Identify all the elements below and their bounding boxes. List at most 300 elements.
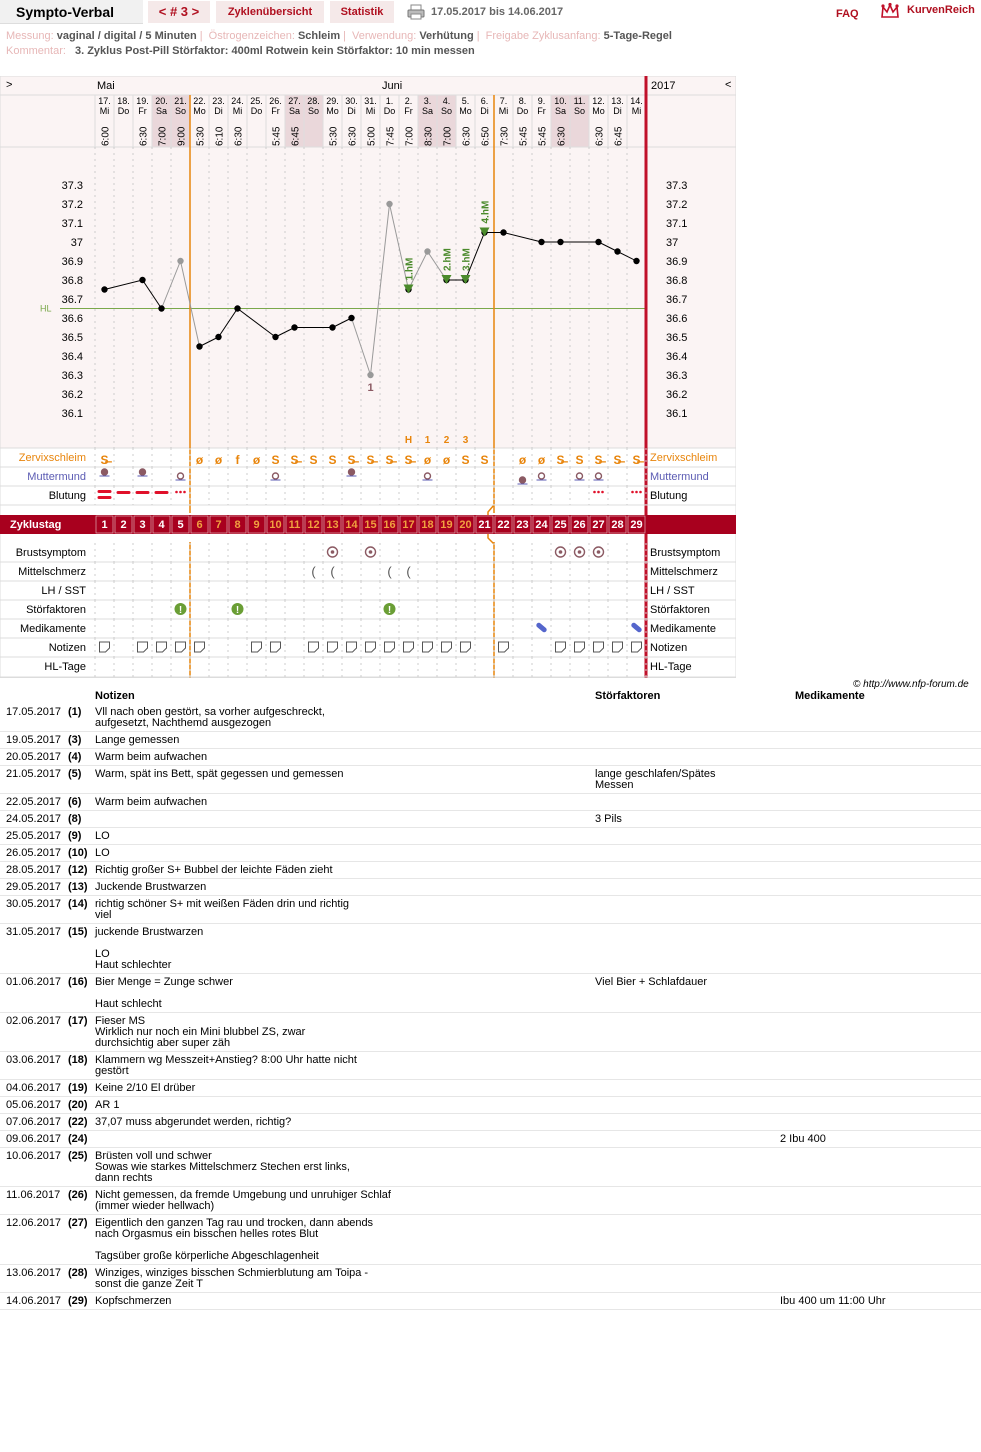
zervix-symbol: S̶ (347, 453, 356, 467)
weekday-label: Di (214, 106, 223, 116)
print-icon[interactable] (407, 4, 425, 20)
zervix-symbol: S̶ (613, 453, 622, 467)
note-day: (25) (68, 1150, 88, 1162)
time-label: 6:30 (594, 126, 606, 146)
peak-label: 3 (462, 435, 469, 446)
table-row (0, 1265, 981, 1293)
note-day: (19) (68, 1082, 88, 1094)
row-brustsymptom-label: Brustsymptom (15, 547, 86, 559)
zervix-symbol: S (461, 453, 470, 467)
y-tick-right: 36.6 (666, 313, 688, 325)
bleeding-dot (175, 491, 178, 494)
breast-symptom-icon-center (559, 550, 563, 554)
zervix-symbol: f (235, 453, 240, 467)
note-icon (157, 642, 167, 652)
y-tick-right: 36.8 (666, 275, 688, 287)
zervix-symbol: S̶ (404, 453, 413, 467)
time-label: 6:30 (233, 126, 245, 146)
cycle-day-number: 10 (269, 519, 282, 531)
temp-point (595, 239, 601, 245)
cycle-day-number: 5 (177, 519, 184, 531)
crown-icon (880, 2, 900, 20)
note-text: richtig schöner S+ mit weißen Fäden drin und richtig viel (95, 898, 350, 921)
note-text: Lange gemessen (95, 734, 180, 746)
note-date: 19.05.2017 (6, 734, 62, 746)
bleeding-dot (179, 491, 182, 494)
stoerfaktor-icon-mark: ! (178, 605, 183, 616)
note-day: (12) (68, 864, 88, 876)
note-date: 24.05.2017 (6, 813, 62, 825)
y-tick-right: 36.1 (666, 408, 688, 420)
stoerfaktor-icon-mark: ! (387, 605, 392, 616)
table-row (0, 732, 981, 749)
low-marker-label: 1 (367, 382, 374, 394)
note-day: (29) (68, 1295, 88, 1307)
time-label: 9:00 (176, 126, 188, 146)
date-label: 25. (250, 96, 263, 106)
zervix-symbol: S̶ (594, 453, 603, 467)
zervix-symbol: S̶ (385, 453, 394, 467)
y-tick-right: 36.7 (666, 294, 688, 306)
tab-zyklenuebersicht[interactable]: Zyklenübersicht (216, 1, 324, 23)
date-label: 18. (117, 96, 130, 106)
time-label: 6:00 (100, 126, 112, 146)
cycle-day-number: 3 (139, 519, 146, 531)
note-date: 13.06.2017 (6, 1267, 62, 1279)
note-text: Warm beim aufwachen (95, 751, 208, 763)
cycle-day-number: 23 (516, 519, 529, 531)
temp-point (538, 239, 544, 245)
date-label: 30. (345, 96, 358, 106)
note-date: 14.06.2017 (6, 1295, 62, 1307)
note-date: 12.06.2017 (6, 1217, 62, 1229)
cycle-day-number: 13 (326, 519, 339, 531)
weekday-label: Fr (138, 106, 147, 116)
table-row (0, 896, 981, 924)
zervix-symbol: S (309, 453, 318, 467)
zervix-symbol: S (328, 453, 337, 467)
table-row (0, 1013, 981, 1052)
weekday-label: Di (613, 106, 622, 116)
zervix-symbol: ø (442, 453, 451, 467)
weekday-label: Di (480, 106, 489, 116)
date-label: 26. (269, 96, 282, 106)
time-label: 5:45 (518, 126, 530, 146)
row-blutung-label: Blutung (48, 490, 86, 502)
note-day: (27) (68, 1217, 88, 1229)
hm-label: 4.hM (480, 200, 492, 224)
note-date: 10.06.2017 (6, 1150, 62, 1162)
note-icon (461, 642, 471, 652)
table-row (0, 862, 981, 879)
note-icon (613, 642, 623, 652)
y-tick-left: 37 (70, 237, 83, 249)
note-icon (138, 642, 148, 652)
y-tick-right: 37.3 (666, 180, 688, 192)
time-label: 7:00 (157, 126, 169, 146)
temp-point (348, 315, 354, 321)
table-row (0, 704, 981, 732)
weekday-label: Mo (592, 106, 605, 116)
mittelschmerz-icon: ( (330, 564, 335, 579)
zervix-symbol: ø (252, 453, 261, 467)
zervix-symbol: S̶ (556, 453, 565, 467)
cycle-day-number: 14 (345, 519, 358, 531)
year-label: 2017 (651, 80, 676, 92)
date-label: 24. (231, 96, 244, 106)
note-day: (18) (68, 1054, 88, 1066)
bleeding-mark (117, 491, 131, 494)
weekday-label: So (573, 106, 586, 116)
zervix-symbol: ø (195, 453, 204, 467)
time-label: 5:30 (195, 126, 207, 146)
table-row (0, 1080, 981, 1097)
app-title: Sympto-Verbal (0, 0, 143, 24)
note-text: Warm beim aufwachen (95, 796, 208, 808)
row-lh-label: LH / SST (41, 585, 86, 597)
time-label: 5:45 (537, 126, 549, 146)
note-date: 11.06.2017 (6, 1189, 61, 1201)
col-stoerfaktoren: Störfaktoren (595, 690, 661, 702)
note-date: 01.06.2017 (6, 976, 62, 988)
y-tick-right: 37.1 (666, 218, 688, 230)
note-text: Winziges, winziges bisschen Schmierblutung am Toipa - sonst die ganze Zeit T (95, 1267, 369, 1290)
breast-symptom-icon-center (578, 550, 582, 554)
cycle-day-number: 28 (611, 519, 624, 531)
row-blutung-label-right: Blutung (650, 490, 688, 502)
temp-point (614, 248, 620, 254)
peak-label: 1 (424, 435, 431, 446)
col-medikamente: Medikamente (795, 690, 865, 702)
cycle-day-number: 27 (592, 519, 605, 531)
hm-label: 2.hM (442, 248, 454, 271)
cycle-chart (0, 76, 736, 678)
y-tick-left: 37.2 (61, 199, 83, 211)
muttermund-symbol (520, 477, 526, 483)
note-day: (22) (68, 1116, 88, 1128)
y-tick-right: 36.3 (666, 370, 688, 382)
row-brustsymptom-label-right: Brustsymptom (650, 547, 721, 559)
row-medikamente-label: Medikamente (19, 623, 86, 635)
temp-point (424, 248, 430, 254)
note-icon (271, 642, 281, 652)
temp-point (329, 324, 335, 330)
time-label: 6:30 (461, 126, 473, 146)
date-label: 17. (98, 96, 111, 106)
note-date: 05.06.2017 (6, 1099, 62, 1111)
y-tick-left: 36.9 (61, 256, 83, 268)
weekday-label: Fr (271, 106, 280, 116)
y-tick-left: 36.4 (61, 351, 83, 363)
weekday-label: Do (117, 106, 130, 116)
cycle-day-number: 22 (497, 519, 510, 531)
y-tick-left: 36.1 (61, 408, 83, 420)
note-date: 31.05.2017 (6, 926, 62, 938)
note-text: Richtig großer S+ Bubbel der leichte Fäden zieht (95, 864, 333, 876)
y-tick-left: 36.6 (61, 313, 83, 325)
note-icon (385, 642, 395, 652)
muttermund-symbol (178, 473, 184, 479)
note-day: (3) (68, 734, 82, 746)
muttermund-symbol (596, 473, 602, 479)
y-tick-left: 36.5 (61, 332, 83, 344)
note-date: 07.06.2017 (6, 1116, 62, 1128)
tab-statistik[interactable]: Statistik (330, 1, 394, 23)
date-label: 7. (499, 96, 508, 106)
date-label: 11. (573, 96, 586, 106)
bleeding-dot (183, 491, 186, 494)
freigabe-value: 5-Tage-Regel (603, 30, 672, 42)
table-row (0, 879, 981, 896)
table-row (0, 766, 981, 794)
weekday-label: So (307, 106, 320, 116)
date-label: 5. (461, 96, 470, 106)
note-day: (13) (68, 881, 88, 893)
y-tick-right: 36.2 (666, 389, 688, 401)
weekday-label: Fr (537, 106, 546, 116)
peak-label: H (404, 435, 413, 446)
meta-line-1: Messung: vaginal / digital / 5 Minuten | Östrogenzeichen: Schleim | Verwendung: Verhütung | Freigabe Zyklusanfang: 5-Tage-Regel (6, 30, 672, 42)
zervix-symbol: ø (214, 453, 223, 467)
weekday-label: Sa (554, 106, 567, 116)
time-label: 7:30 (499, 126, 511, 146)
cycle-day-number: 2 (120, 519, 127, 531)
row-zervix-label-right: Zervixschleim (650, 452, 718, 464)
weekday-label: Mi (99, 106, 110, 116)
bleeding-dot (597, 491, 600, 494)
cycle-day-number: 16 (383, 519, 396, 531)
time-label: 7:00 (442, 126, 454, 146)
note-icon (575, 642, 585, 652)
time-label: 6:10 (214, 126, 226, 146)
time-label: 6:45 (290, 126, 302, 146)
stoerfaktor-icon-mark: ! (235, 605, 240, 616)
copyright: © http://www.nfp-forum.de (853, 679, 969, 690)
kommentar-value: 3. Zyklus Post-Pill Störfaktor: 400ml Rotwein kein Störfaktor: 10 min messen (74, 45, 475, 57)
zervix-symbol: S̶ (100, 453, 109, 467)
note-day: (16) (68, 976, 88, 988)
note-text: Kopfschmerzen (95, 1295, 172, 1307)
y-tick-right: 36.4 (666, 351, 688, 363)
weekday-label: Mo (326, 106, 339, 116)
note-date: 28.05.2017 (6, 864, 62, 876)
cycle-day-number: 6 (196, 519, 203, 531)
breast-symptom-icon-center (331, 550, 335, 554)
time-label: 6:45 (613, 126, 625, 146)
date-label: 8. (518, 96, 527, 106)
y-tick-left: 36.8 (61, 275, 83, 287)
table-row (0, 749, 981, 766)
row-lh-label-right: LH / SST (650, 585, 695, 597)
zervix-symbol: S̶ (290, 453, 299, 467)
note-icon (252, 642, 262, 652)
time-label: 6:30 (556, 126, 568, 146)
zervix-symbol: ø (423, 453, 432, 467)
y-tick-right: 37.2 (666, 199, 688, 211)
cycle-day-number: 15 (364, 519, 377, 531)
cycle-day-number: 12 (307, 519, 320, 531)
muttermund-symbol (349, 469, 355, 475)
temp-point (386, 201, 392, 207)
bleeding-dot (635, 491, 638, 494)
bleeding-dot (593, 491, 596, 494)
time-label: 6:50 (480, 126, 492, 146)
note-icon (195, 642, 205, 652)
cycle-day-number: 24 (535, 519, 548, 531)
note-text: Klammern wg Messzeit+Anstieg? 8:00 Uhr hatte nicht gestört (95, 1054, 357, 1077)
weekday-label: Do (383, 106, 396, 116)
note-text: LO (95, 830, 110, 842)
oestrogen-value: Schleim (297, 30, 341, 42)
note-day: (26) (68, 1189, 88, 1201)
cycle-day-number: 25 (554, 519, 567, 531)
bleeding-mark (136, 491, 150, 494)
table-row (0, 1131, 981, 1148)
note-text: 37,07 muss abgerundet werden, richtig? (95, 1116, 292, 1128)
table-row (0, 1215, 981, 1265)
muttermund-symbol (425, 473, 431, 479)
row-notizen-label-right: Notizen (650, 642, 688, 654)
note-text: Nicht gemessen, da fremde Umgebung und unruhiger Schlaf (immer wieder hellwach) (95, 1189, 391, 1212)
zyklustag-label: Zyklustag (10, 519, 62, 531)
note-day: (17) (68, 1015, 88, 1027)
table-row (0, 828, 981, 845)
note-date: 20.05.2017 (6, 751, 62, 763)
note-date: 04.06.2017 (6, 1082, 62, 1094)
muttermund-symbol (273, 473, 279, 479)
weekday-label: Di (347, 106, 356, 116)
nav-right: < (725, 79, 732, 91)
cycle-day-number: 18 (421, 519, 434, 531)
row-mittelschmerz-label-right: Mittelschmerz (650, 566, 718, 578)
cycle-day-number: 19 (440, 519, 453, 531)
y-tick-left: 37.1 (61, 218, 83, 230)
weekday-label: Do (516, 106, 529, 116)
note-text: AR 1 (95, 1099, 120, 1111)
date-label: 13. (611, 96, 624, 106)
y-tick-left: 37.3 (61, 180, 83, 192)
month-label: Mai (97, 80, 115, 92)
temp-point (101, 286, 107, 292)
y-tick-left: 36.3 (61, 370, 83, 382)
note-day: (28) (68, 1267, 88, 1279)
y-tick-left: 36.2 (61, 389, 83, 401)
bleeding-dot (639, 491, 642, 494)
note-text: juckende Brustwarzen LO Haut schlechter (95, 926, 204, 971)
note-day: (5) (68, 768, 82, 780)
muttermund-symbol (577, 473, 583, 479)
date-label: 28. (307, 96, 320, 106)
note-med: Ibu 400 um 11:00 Uhr (780, 1295, 886, 1307)
note-text: Eigentlich den ganzen Tag rau und trocken, dann abends nach Orgasmus ein bisschen helles rotes Blut Tagsüber große körperliche Abgeschlagenheit (95, 1217, 374, 1262)
note-day: (15) (68, 926, 88, 938)
row-medikamente-label-right: Medikamente (650, 623, 717, 635)
temp-point (177, 258, 183, 264)
note-icon (100, 642, 110, 652)
time-label: 6:30 (138, 126, 150, 146)
note-icon (632, 642, 642, 652)
row-muttermund-label-right: Muttermund (650, 471, 709, 483)
note-date: 17.05.2017 (6, 706, 62, 718)
zervix-symbol: ø (518, 453, 527, 467)
note-icon (176, 642, 186, 652)
date-label: 6. (480, 96, 489, 106)
zervix-symbol: S̶ (366, 453, 375, 467)
bleeding-mark (98, 490, 112, 493)
note-day: (14) (68, 898, 88, 910)
note-icon (347, 642, 357, 652)
date-label: 19. (136, 96, 149, 106)
temp-point (272, 334, 278, 340)
note-med: 2 Ibu 400 (780, 1133, 826, 1145)
muttermund-symbol (140, 469, 146, 475)
temp-point (557, 239, 563, 245)
mittelschmerz-icon: ( (311, 564, 316, 579)
note-icon (442, 642, 452, 652)
date-label: 21. (174, 96, 187, 106)
date-label: 10. (554, 96, 567, 106)
temp-point (367, 372, 373, 378)
faq-link[interactable]: FAQ (836, 8, 859, 20)
weekday-label: Sa (421, 106, 434, 116)
row-stoerfaktoren-label: Störfaktoren (26, 604, 86, 616)
weekday-label: So (440, 106, 453, 116)
note-day: (4) (68, 751, 82, 763)
cycle-day-number: 8 (234, 519, 241, 531)
note-icon (309, 642, 319, 652)
note-text: LO (95, 847, 110, 859)
date-label: 3. (423, 96, 432, 106)
hm-label: 3.hM (461, 248, 473, 271)
date-label: 20. (155, 96, 168, 106)
temp-point (234, 305, 240, 311)
note-day: (20) (68, 1099, 88, 1111)
note-icon (328, 642, 338, 652)
note-day: (1) (68, 706, 82, 718)
zervix-symbol: S (271, 453, 280, 467)
table-row (0, 1052, 981, 1080)
weekday-label: Sa (155, 106, 168, 116)
note-date: 21.05.2017 (6, 768, 62, 780)
bleeding-mark (155, 491, 169, 494)
time-label: 7:45 (385, 126, 397, 146)
date-label: 14. (630, 96, 643, 106)
top-bar (0, 0, 981, 26)
date-label: 31. (364, 96, 377, 106)
temp-point (633, 258, 639, 264)
nav-left: > (6, 79, 13, 91)
table-row (0, 1187, 981, 1215)
peak-label: 2 (443, 435, 450, 446)
zervix-symbol: S (575, 453, 584, 467)
time-label: 5:30 (328, 126, 340, 146)
messung-value: vaginal / digital / 5 Minuten (56, 30, 197, 42)
medication-icon (535, 622, 547, 634)
time-label: 6:30 (347, 126, 359, 146)
cycle-nav[interactable]: < # 3 > (148, 1, 210, 23)
note-icon (556, 642, 566, 652)
muttermund-symbol (539, 473, 545, 479)
weekday-label: Sa (288, 106, 301, 116)
muttermund-symbol (102, 469, 108, 475)
meta-line-2: Kommentar: 3. Zyklus Post-Pill Störfaktor: 400ml Rotwein kein Störfaktor: 10 min messen (6, 45, 475, 57)
row-muttermund-label: Muttermund (27, 471, 86, 483)
zervix-symbol: S̶ (632, 453, 641, 467)
brand-link[interactable]: KurvenReich (907, 4, 975, 16)
note-date: 02.06.2017 (6, 1015, 62, 1027)
date-label: 2. (404, 96, 413, 106)
temp-point (139, 277, 145, 283)
